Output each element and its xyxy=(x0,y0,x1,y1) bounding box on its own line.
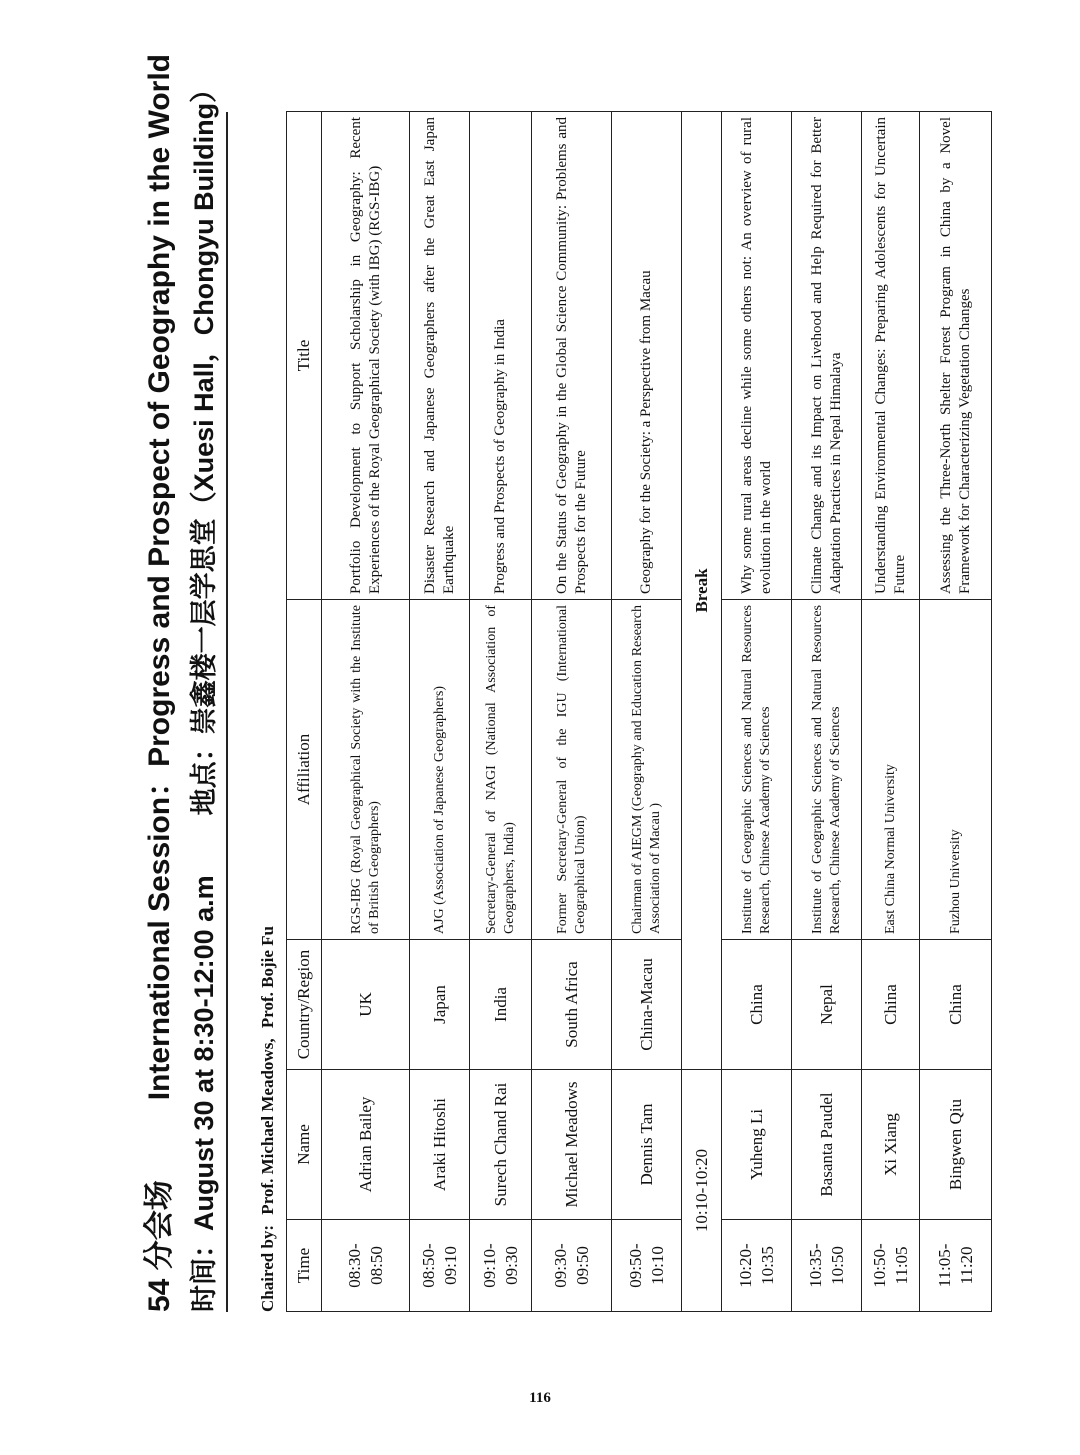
cell-title: Progress and Prospects of Geography in India xyxy=(470,112,532,600)
cell-country: China xyxy=(920,940,992,1070)
chairs-label: Chaired by: xyxy=(258,1224,277,1312)
cell-name: Adrian Bailey xyxy=(322,1070,410,1220)
table-row xyxy=(470,112,532,1312)
cell-affiliation: Institute of Geographic Sciences and Natural Resources Research, Chinese Academy of Sciences xyxy=(722,600,792,940)
header-country: Country/Region xyxy=(287,940,322,1070)
cell-name: Dennis Tam xyxy=(612,1070,682,1220)
cell-affiliation: Institute of Geographic Sciences and Natural Resources Research, Chinese Academy of Sciences xyxy=(792,600,862,940)
cell-affiliation: Former Secretary-General of the IGU (International Geographical Union) xyxy=(532,600,612,940)
cell-title: Geography for the Society: a Perspective from Macau xyxy=(612,112,682,600)
session-time: 时间：August 30 at 8:30-12:00 a.m xyxy=(189,875,219,1312)
cell-country: Nepal xyxy=(792,940,862,1070)
cell-name: Bingwen Qiu xyxy=(920,1070,992,1220)
cell-affiliation: Fuzhou University xyxy=(920,600,992,940)
chair-2: Prof. Bojie Fu xyxy=(258,926,277,1029)
session-venue: 地点：崇鑫楼一层学思堂（Xuesi Hall，Chongyu Building） xyxy=(189,75,219,816)
cell-country: India xyxy=(470,940,532,1070)
cell-country: Japan xyxy=(410,940,470,1070)
table-row xyxy=(410,112,470,1312)
header-name: Name xyxy=(287,1070,322,1220)
table-row xyxy=(322,112,410,1312)
table-row xyxy=(862,112,920,1312)
rotated-page xyxy=(140,53,976,1352)
cell-title: Assessing the Three-North Shelter Forest Program in China by a Novel Framework for Characterizing Vegetation Changes xyxy=(920,112,992,600)
session-header xyxy=(140,53,228,1312)
cell-time: 09:10-09:30 xyxy=(470,1220,532,1312)
header-divider xyxy=(226,112,228,1312)
table-row xyxy=(612,112,682,1312)
cell-affiliation: Chairman of AIEGM (Geography and Education Research Association of Macau ) xyxy=(612,600,682,940)
cell-time: 09:30-09:50 xyxy=(532,1220,612,1312)
cell-title: Understanding Environmental Changes: Preparing Adolescents for Uncertain Future xyxy=(862,112,920,600)
cell-time: 09:50-10:10 xyxy=(612,1220,682,1312)
cell-time: 08:50-09:10 xyxy=(410,1220,470,1312)
break-row xyxy=(682,112,722,1312)
cell-title: On the Status of Geography in the Global Science Community: Problems and Prospects for the Future xyxy=(532,112,612,600)
cell-time: 10:50-11:05 xyxy=(862,1220,920,1312)
cell-time: 10:20-10:35 xyxy=(722,1220,792,1312)
cell-title: Disaster Research and Japanese Geographers after the Great East Japan Earthquake xyxy=(410,112,470,600)
cell-time: 08:30-08:50 xyxy=(322,1220,410,1312)
cell-title: Why some rural areas decline while some others not: An overview of rural evolution in the world xyxy=(722,112,792,600)
header-time: Time xyxy=(287,1220,322,1312)
header-title: Title xyxy=(287,112,322,600)
cell-name: Basanta Paudel xyxy=(792,1070,862,1220)
header-line-2 xyxy=(186,75,222,1312)
cell-affiliation: East China Normal University xyxy=(862,600,920,940)
cell-name: Michael Meadows xyxy=(532,1070,612,1220)
table-row xyxy=(792,112,862,1312)
table-row xyxy=(532,112,612,1312)
cell-country: UK xyxy=(322,940,410,1070)
break-time: 10:10-10:20 xyxy=(682,1070,722,1312)
session-number: 54 分会场 xyxy=(143,1180,176,1312)
cell-country: China xyxy=(862,940,920,1070)
cell-country: China-Macau xyxy=(612,940,682,1070)
session-title: International Session：Progress and Prospect of Geography in the World xyxy=(143,53,176,1101)
chairs-line xyxy=(258,112,278,1312)
header-line-1 xyxy=(140,53,180,1312)
cell-country: South Africa xyxy=(532,940,612,1070)
cell-name: Surech Chand Rai xyxy=(470,1070,532,1220)
cell-name: Xi Xiang xyxy=(862,1070,920,1220)
cell-name: Yuheng Li xyxy=(722,1070,792,1220)
cell-affiliation: RGS-IBG (Royal Geographical Society with the Institute of British Geographers) xyxy=(322,600,410,940)
cell-time: 10:35-10:50 xyxy=(792,1220,862,1312)
page-content xyxy=(140,53,976,1352)
table-header-row xyxy=(287,112,322,1312)
cell-country: China xyxy=(722,940,792,1070)
chair-1: Prof. Michael Meadows, xyxy=(258,1038,277,1215)
cell-affiliation: AJG (Association of Japanese Geographers) xyxy=(410,600,470,940)
table-row xyxy=(722,112,792,1312)
cell-affiliation: Secretary-General of NAGI (National Association of Geographers, India) xyxy=(470,600,532,940)
table-row xyxy=(920,112,992,1312)
cell-time: 11:05-11:20 xyxy=(920,1220,992,1312)
cell-title: Portfolio Development to Support Scholarship in Geography: Recent Experiences of the Royal Geographical Society (with IBG) (RGS-IBG) xyxy=(322,112,410,600)
schedule-table xyxy=(286,111,992,1312)
header-affiliation: Affiliation xyxy=(287,600,322,940)
break-label: Break xyxy=(682,112,722,1070)
cell-title: Climate Change and its Impact on Livehood and Help Required for Better Adaptation Practices in Nepal Himalaya xyxy=(792,112,862,600)
page-number: 116 xyxy=(529,1390,551,1406)
cell-name: Araki Hitoshi xyxy=(410,1070,470,1220)
